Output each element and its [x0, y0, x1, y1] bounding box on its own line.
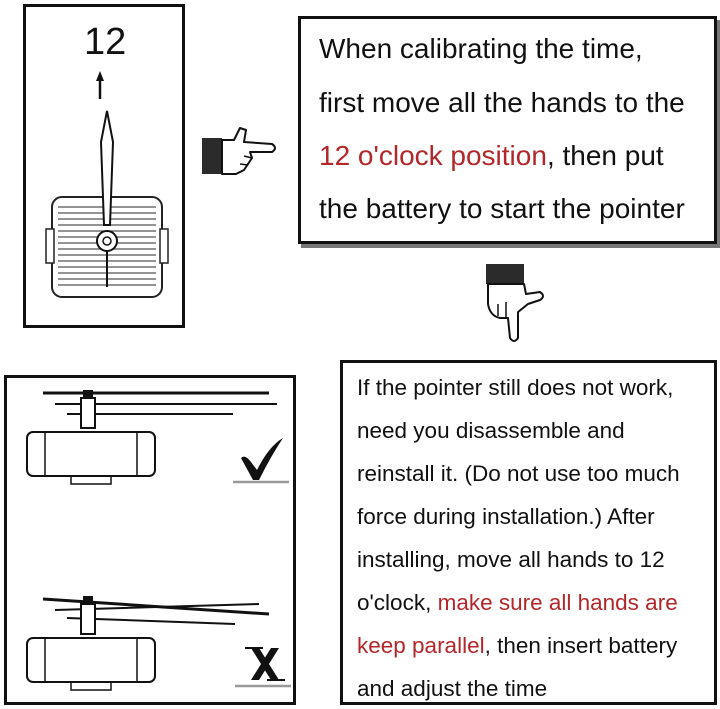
box1-text: the battery to start the pointer — [319, 193, 685, 224]
box2-text: If the pointer still does not work, — [357, 375, 674, 400]
box2-line-1 — [357, 375, 673, 401]
box1-text: When calibrating the time, — [319, 33, 643, 64]
box2-line-7 — [357, 633, 677, 659]
clock-movement-panel — [23, 4, 185, 328]
box2-line-3 — [357, 461, 680, 487]
box2-text: force during installation.) After — [357, 504, 655, 529]
box2-line-8 — [357, 676, 547, 702]
box2-text: installing, move all hands to 12 — [357, 547, 665, 572]
calibration-instruction-box — [298, 16, 717, 244]
hands-parallel-diagram — [4, 375, 296, 705]
box1-line-2 — [319, 87, 685, 119]
box2-text: o'clock, — [357, 590, 438, 615]
box2-line-2 — [357, 418, 625, 444]
non-parallel-hands-figure — [27, 596, 269, 690]
parallel-hands-figure — [27, 390, 277, 484]
box2-text: need you disassemble and — [357, 418, 625, 443]
box1-line-1 — [319, 33, 643, 65]
x-mark-icon — [245, 648, 285, 680]
clock-movement-illustration — [26, 7, 188, 331]
box1-highlight-text: 12 o'clock position — [319, 140, 547, 171]
box2-text: and adjust the time — [357, 676, 548, 701]
reinstall-instruction-box — [340, 360, 717, 705]
clock-12-label: 12 — [84, 21, 127, 63]
box2-highlight-text: make sure all hands are — [437, 590, 678, 615]
box2-text: reinstall it. (Do not use too much — [357, 461, 680, 486]
box2-line-5 — [357, 547, 665, 573]
box1-text: , then put — [546, 140, 664, 171]
hands-comparison-illustration — [7, 378, 299, 708]
box2-line-6 — [357, 590, 678, 616]
box1-line-3 — [319, 140, 664, 172]
checkmark-icon — [241, 438, 283, 480]
box2-text: , then insert battery — [484, 633, 678, 658]
box2-line-4 — [357, 504, 655, 530]
box1-line-4 — [319, 193, 685, 225]
box2-highlight-text: keep parallel — [357, 633, 485, 658]
box1-text: first move all the hands to the — [319, 87, 685, 118]
